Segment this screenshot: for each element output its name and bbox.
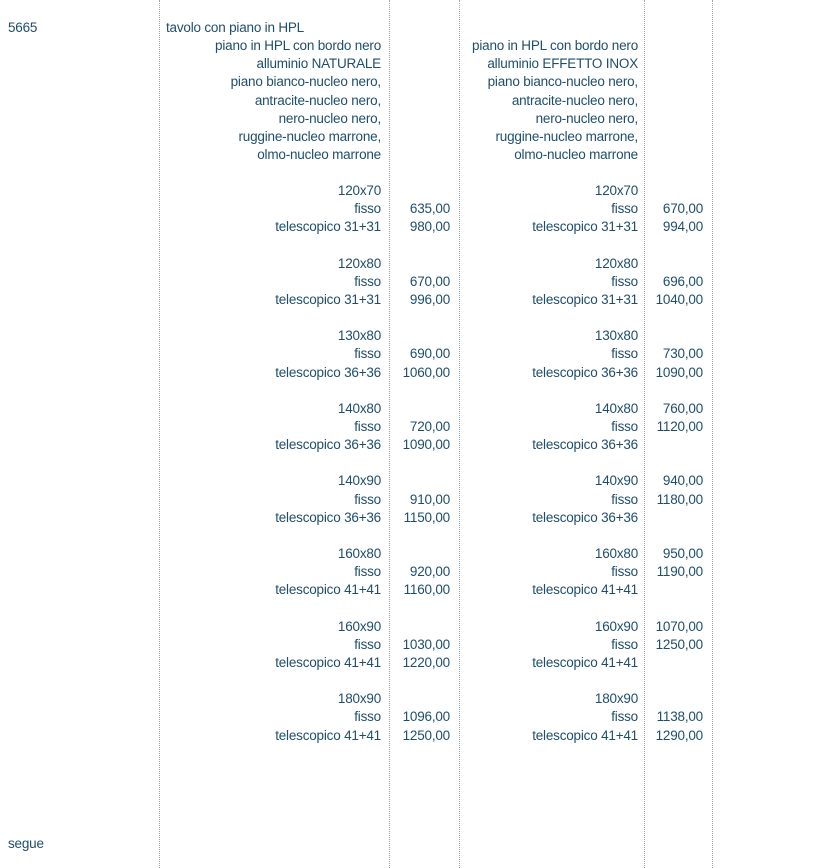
telescopico-label: telescopico 36+36	[275, 364, 381, 380]
column-divider	[389, 0, 390, 868]
price-value: 1096,00	[402, 709, 450, 725]
size-label: 120x70	[594, 183, 638, 198]
price-value: 1290,00	[655, 727, 703, 743]
price-value: 1250,00	[402, 727, 450, 743]
size-label: 160x80	[337, 546, 381, 561]
price-value: 1070,00	[655, 618, 703, 634]
price-value: 1190,00	[656, 564, 703, 580]
price-value: 1040,00	[655, 292, 703, 307]
column-header-line: piano bianco-nucleo nero,	[230, 74, 381, 90]
size-label: 180x90	[337, 691, 381, 707]
fisso-label: fisso	[611, 201, 638, 217]
fisso-label: fisso	[354, 273, 381, 289]
telescopico-label: telescopico 31+31	[532, 219, 638, 235]
price-value: 1060,00	[402, 364, 450, 380]
product-code: 5665	[8, 20, 38, 35]
price-value: 1150,00	[403, 509, 450, 525]
size-label: 160x90	[337, 618, 381, 634]
price-value: 670,00	[409, 273, 450, 289]
telescopico-label: telescopico 31+31	[275, 292, 381, 307]
price-value: 1030,00	[402, 636, 450, 652]
column-divider	[159, 0, 160, 868]
fisso-label: fisso	[611, 709, 638, 725]
telescopico-label: telescopico 41+41	[532, 727, 638, 743]
price-value: 690,00	[409, 346, 450, 362]
column-divider	[712, 0, 713, 868]
telescopico-label: telescopico 31+31	[275, 219, 381, 235]
size-label: 140x80	[337, 400, 381, 416]
column-header-line: antracite-nucleo nero,	[254, 92, 381, 108]
price-value: 720,00	[409, 419, 450, 434]
column-header-line: olmo-nucleo marrone	[514, 147, 638, 163]
price-value: 1090,00	[402, 437, 450, 453]
column-header-line: nero-nucleo nero,	[535, 110, 638, 126]
column-divider	[644, 0, 645, 868]
fisso-label: fisso	[354, 201, 381, 217]
price-value: 635,00	[409, 201, 450, 217]
column-header-line: piano in HPL con bordo nero	[472, 38, 638, 53]
column-header-line: olmo-nucleo marrone	[257, 147, 381, 163]
price-value: 996,00	[409, 292, 450, 307]
price-value: 670,00	[662, 201, 703, 217]
telescopico-label: telescopico 41+41	[532, 655, 638, 670]
column-header-line: nero-nucleo nero,	[278, 110, 381, 126]
telescopico-label: telescopico 41+41	[532, 582, 638, 598]
column-header-line: ruggine-nucleo marrone,	[495, 129, 638, 144]
size-label: 120x80	[594, 255, 638, 271]
size-label: 180x90	[594, 691, 638, 707]
price-value: 980,00	[409, 219, 450, 235]
product-title: tavolo con piano in HPL	[166, 20, 304, 35]
price-value: 760,00	[662, 400, 703, 416]
telescopico-label: telescopico 41+41	[275, 727, 381, 743]
price-value: 696,00	[662, 273, 703, 289]
price-value: 1220,00	[402, 655, 450, 670]
size-label: 160x90	[594, 618, 638, 634]
size-label: 130x80	[337, 328, 381, 344]
price-value: 910,00	[409, 491, 450, 507]
size-label: 120x70	[337, 183, 381, 198]
size-label: 140x90	[594, 473, 638, 489]
price-value: 920,00	[409, 564, 450, 580]
column-header-line: alluminio EFFETTO INOX	[487, 56, 638, 72]
column-header-line: piano bianco-nucleo nero,	[487, 74, 638, 90]
price-value: 950,00	[662, 546, 703, 561]
fisso-label: fisso	[611, 564, 638, 580]
fisso-label: fisso	[611, 636, 638, 652]
price-value: 940,00	[662, 473, 703, 489]
price-value: 1120,00	[656, 419, 703, 434]
fisso-label: fisso	[611, 419, 638, 434]
fisso-label: fisso	[611, 346, 638, 362]
price-value: 1250,00	[655, 636, 703, 652]
fisso-label: fisso	[611, 273, 638, 289]
telescopico-label: telescopico 31+31	[532, 292, 638, 307]
fisso-label: fisso	[354, 419, 381, 434]
size-label: 140x80	[594, 400, 638, 416]
size-label: 120x80	[337, 255, 381, 271]
column-divider	[459, 0, 460, 868]
price-value: 1160,00	[403, 582, 450, 598]
size-label: 140x90	[337, 473, 381, 489]
telescopico-label: telescopico 36+36	[532, 509, 638, 525]
fisso-label: fisso	[354, 346, 381, 362]
telescopico-label: telescopico 36+36	[275, 509, 381, 525]
price-value: 994,00	[662, 219, 703, 235]
footer-continue: segue	[8, 836, 44, 851]
telescopico-label: telescopico 41+41	[275, 582, 381, 598]
telescopico-label: telescopico 36+36	[275, 437, 381, 453]
fisso-label: fisso	[354, 709, 381, 725]
fisso-label: fisso	[354, 636, 381, 652]
price-value: 730,00	[662, 346, 703, 362]
fisso-label: fisso	[611, 491, 638, 507]
size-label: 130x80	[594, 328, 638, 344]
column-header-line: ruggine-nucleo marrone,	[238, 129, 381, 144]
price-value: 1180,00	[656, 491, 703, 507]
telescopico-label: telescopico 36+36	[532, 364, 638, 380]
telescopico-label: telescopico 36+36	[532, 437, 638, 453]
fisso-label: fisso	[354, 491, 381, 507]
column-header-line: alluminio NATURALE	[256, 56, 381, 72]
fisso-label: fisso	[354, 564, 381, 580]
size-label: 160x80	[594, 546, 638, 561]
telescopico-label: telescopico 41+41	[275, 655, 381, 670]
price-value: 1138,00	[656, 709, 703, 725]
column-header-line: antracite-nucleo nero,	[511, 92, 638, 108]
column-header-line: piano in HPL con bordo nero	[215, 38, 381, 53]
price-value: 1090,00	[655, 364, 703, 380]
